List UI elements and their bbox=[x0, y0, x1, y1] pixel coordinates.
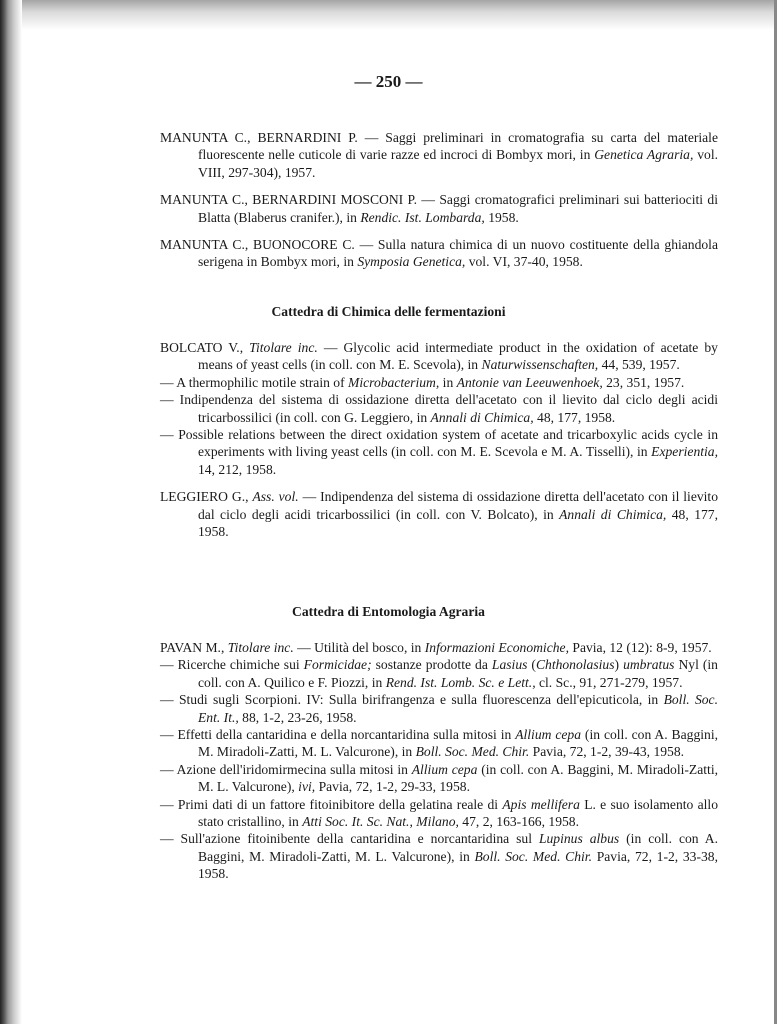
entry-text: Pavia, 12 (12): 8-9, 1957. bbox=[568, 640, 712, 655]
entry-text: 1958. bbox=[484, 209, 519, 225]
entry-text: (in coll. con A. Baggini, M. Miradoli-Zatti, M. L. Valcurone), bbox=[198, 761, 718, 795]
entry-italic-text: Naturwissenschaften, bbox=[481, 357, 599, 373]
entry-italic-text: Symposia Genetica, bbox=[357, 254, 466, 270]
entry-text: cl. Sc., 91, 271-279, 1957. bbox=[535, 674, 683, 690]
entry-italic-text: Chthonolasius bbox=[535, 657, 615, 673]
entry-italic-text: Atti Soc. It. Sc. Nat., Milano, bbox=[302, 814, 459, 830]
entry-text: 88, 1-2, 23-26, 1958. bbox=[238, 709, 357, 725]
section-heading-chimica-fermentazioni: Cattedra di Chimica delle fermentazioni bbox=[271, 304, 506, 319]
entry-italic-text: Boll. Soc. Med. Chir. bbox=[415, 744, 530, 760]
entry-italic-text: Apis mellifera bbox=[502, 796, 580, 812]
bibliography-entry bbox=[160, 191, 718, 226]
entry-text: Pavia, 72, 1-2, 29-33, 1958. bbox=[315, 779, 470, 795]
entry-italic-text: Ass. vol. bbox=[252, 489, 299, 505]
entry-text: MANUNTA C., BERNARDINI P. — Saggi preliminari in cromatografia su carta del materiale fluorescente nelle cuticole di varie razze ed incroci di Bombyx mori, in bbox=[160, 130, 718, 163]
entry-italic-text: umbratus bbox=[623, 657, 675, 673]
entry-text: — Effetti della cantaridina e della norcantaridina sulla mitosi in bbox=[160, 727, 516, 743]
entry-italic-text: Allium cepa bbox=[411, 761, 478, 777]
entry-italic-text: Rend. Ist. Lomb. Sc. e Lett., bbox=[385, 674, 536, 690]
entry-text: — Sull'azione fitoinibente della cantaridina e norcantaridina sul bbox=[160, 831, 539, 847]
entry-italic-text: Titolare inc. bbox=[227, 640, 294, 655]
entry-italic-text: Titolare inc. bbox=[249, 340, 318, 355]
entry-text: MANUNTA C., BUONOCORE C. — Sulla natura chimica di un nuovo costituente della ghiandola serigena in Bombyx mori, in bbox=[160, 237, 718, 270]
bibliography-section-chimica bbox=[160, 339, 718, 540]
bibliography-entry bbox=[160, 656, 718, 691]
entry-text: 47, 2, 163-166, 1958. bbox=[458, 814, 579, 830]
entry-italic-text: Antonie van Leeuwenhoek, bbox=[456, 374, 603, 390]
entry-text: in bbox=[439, 374, 457, 390]
entry-text: 48, 177, 1958. bbox=[533, 409, 616, 425]
entry-text: 48, 177, 1958. bbox=[198, 506, 718, 540]
entry-italic-text: Boll. Soc. Ent. It., bbox=[198, 692, 718, 725]
bibliography-section-general bbox=[160, 129, 718, 271]
entry-italic-text: Lasius bbox=[491, 657, 528, 673]
entry-text: BOLCATO V., bbox=[160, 340, 250, 355]
bibliography-entry bbox=[160, 691, 718, 726]
entry-text: — Ricerche chimiche sui bbox=[160, 657, 304, 673]
entry-italic-text: Formicidae; bbox=[303, 657, 372, 673]
entry-text: — Glycolic acid intermediate product in the oxidation of acetate by means of yeast cells (in coll. con M. E. Scevola), in bbox=[198, 340, 718, 373]
bibliography-section-entomologia bbox=[160, 639, 718, 883]
bibliography-entry bbox=[160, 761, 718, 796]
entry-text: ( bbox=[527, 657, 536, 673]
entry-text: — Utilità del bosco, in bbox=[293, 640, 425, 655]
entry-italic-text: Annali di Chimica, bbox=[430, 409, 534, 425]
entry-text: — Indipendenza del sistema di ossidazione diretta dell'acetato con il lievito dal ciclo degli acidi tricarbossilici (in coll. con V. Bolcato), in bbox=[198, 489, 719, 522]
entry-italic-text: Lupinus albus bbox=[538, 831, 620, 847]
entry-text: — Indipendenza del sistema di ossidazione diretta dell'acetato con il lievito dal ciclo degli acidi tricarbossilici (in coll. con G. Leggiero, in bbox=[160, 392, 718, 425]
entry-text: LEGGIERO G., bbox=[160, 489, 253, 505]
scan-edge-left bbox=[0, 0, 22, 1024]
bibliography-entry bbox=[160, 830, 718, 882]
page-number: — 250 — bbox=[354, 72, 423, 91]
entry-text: ) bbox=[614, 657, 624, 673]
bibliography-entry bbox=[160, 639, 718, 656]
bibliography-entry bbox=[160, 726, 718, 761]
entry-text: (in coll. con A. Baggini, M. Miradoli-Zatti, M. L. Valcurone), in bbox=[198, 727, 718, 760]
entry-text: Nyl (in coll. con A. Quilico e F. Piozzi, in bbox=[198, 657, 718, 690]
bibliography-entry bbox=[160, 374, 718, 391]
bibliography-entry bbox=[160, 796, 718, 831]
entry-text: — A thermophilic motile strain of bbox=[160, 374, 349, 390]
entry-text: — Azione dell'iridomirmecina sulla mitosi in bbox=[160, 761, 412, 777]
bibliography-entry bbox=[160, 426, 718, 478]
entry-italic-text: ivi, bbox=[298, 779, 316, 795]
entry-italic-text: Microbacterium, bbox=[348, 374, 440, 390]
bibliography-entry bbox=[160, 129, 718, 181]
entry-italic-text: Annali di Chimica, bbox=[559, 506, 667, 522]
entry-text: vol. VI, 37-40, 1958. bbox=[465, 254, 583, 270]
entry-text: — Possible relations between the direct oxidation system of acetate and tricarboxylic acids cycle in experiments with living yeast cells (in coll. con M. E. Scevola e M. A. Tisselli), in bbox=[160, 427, 718, 460]
entry-text: (in coll. con A. Baggini, M. Miradoli-Zatti, M. L. Valcurone), in bbox=[198, 831, 718, 864]
bibliography-entry bbox=[160, 391, 718, 426]
entry-text: MANUNTA C., BERNARDINI MOSCONI P. — Saggi cromatografici preliminari sui batteriociti di Blatta (Blaberus cranifer.), in bbox=[160, 192, 718, 225]
entry-text: vol. VIII, 297-304), 1957. bbox=[198, 147, 719, 180]
entry-italic-text: Genetica Agraria, bbox=[594, 147, 694, 163]
bibliography-entry bbox=[160, 339, 718, 374]
scan-edge-top bbox=[0, 0, 777, 30]
entry-italic-text: Boll. Soc. Med. Chir. bbox=[474, 848, 592, 864]
entry-italic-text: Informazioni Economiche, bbox=[424, 640, 569, 655]
entry-text: 14, 212, 1958. bbox=[198, 461, 277, 477]
entry-text: PAVAN M., bbox=[160, 640, 228, 655]
entry-text: 44, 539, 1957. bbox=[598, 357, 680, 373]
entry-italic-text: Rendic. Ist. Lombarda, bbox=[360, 209, 485, 225]
bibliography-entry bbox=[160, 488, 718, 540]
entry-text: — Primi dati di un fattore fitoinibitore della gelatina reale di bbox=[160, 796, 503, 812]
entry-text: Pavia, 72, 1-2, 39-43, 1958. bbox=[529, 744, 685, 760]
entry-text: L. e suo isolamento allo stato cristallino, in bbox=[198, 796, 718, 830]
entry-text: sostanze prodotte da bbox=[371, 657, 492, 673]
entry-text: 23, 351, 1957. bbox=[602, 374, 685, 390]
entry-text: Pavia, 72, 1-2, 33-38, 1958. bbox=[198, 848, 718, 882]
bibliography-entry bbox=[160, 236, 718, 271]
entry-italic-text: Experientia, bbox=[651, 444, 718, 460]
section-heading-entomologia-agraria: Cattedra di Entomologia Agraria bbox=[292, 604, 485, 619]
entry-text: — Studi sugli Scorpioni. IV: Sulla birifrangenza e sulla fluorescenza dell'epicuticola, in bbox=[160, 692, 664, 708]
entry-italic-text: Allium cepa bbox=[515, 727, 582, 743]
